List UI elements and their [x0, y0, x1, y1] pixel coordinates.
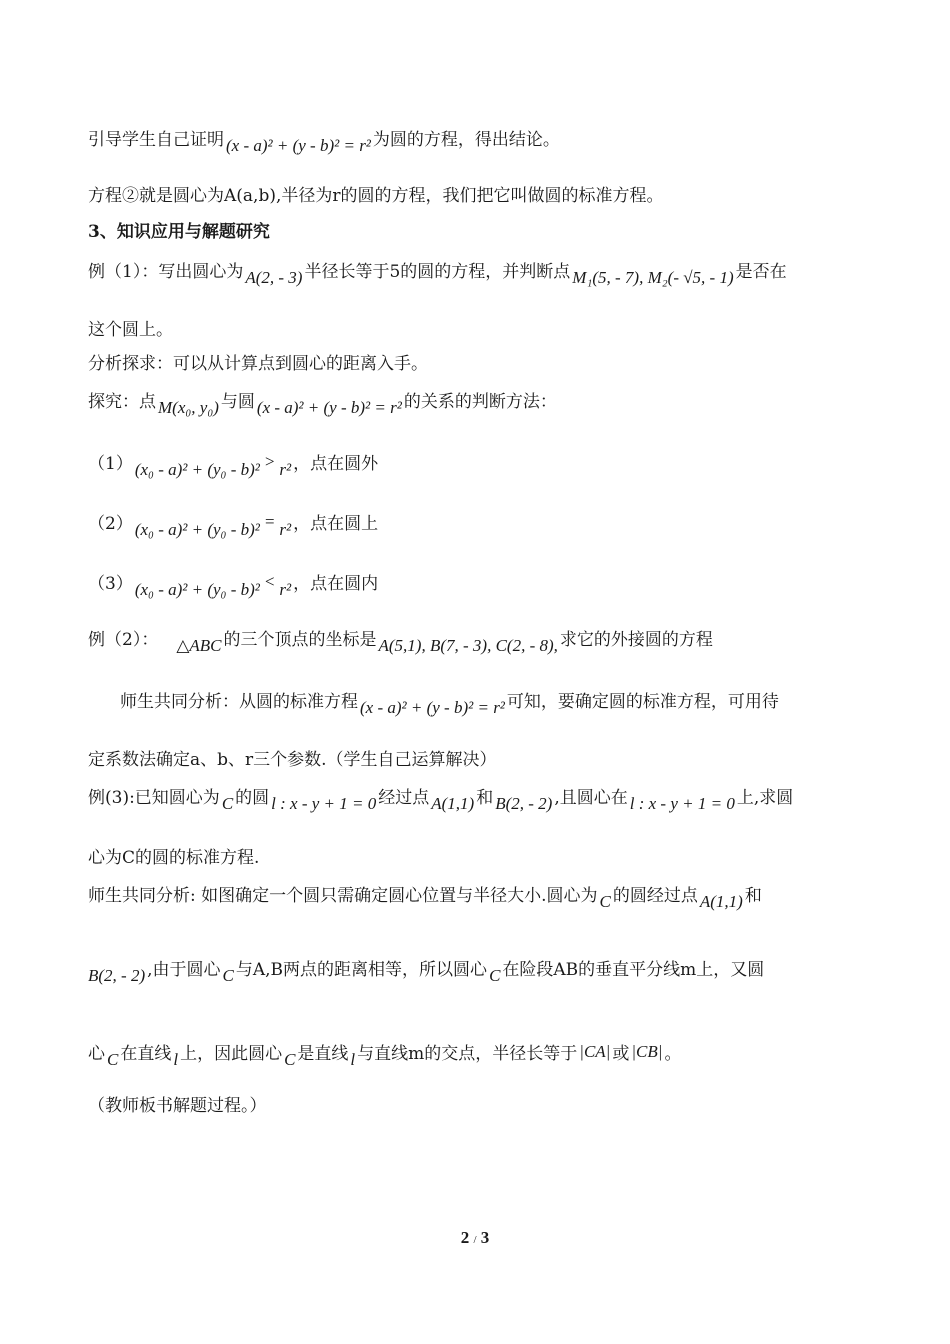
text: 例(3):已知圆心为 [88, 788, 220, 808]
text: 的圆 [235, 788, 270, 808]
math-points: M₁(5, - 7), M₂(- √5, - 1) [572, 268, 734, 287]
math-line: l [173, 1050, 179, 1069]
math-distance: |CA| [579, 1042, 611, 1061]
definition-line [88, 184, 868, 208]
text: 的圆经过点 [612, 886, 698, 906]
example-3-line [88, 786, 868, 816]
math-vertices: A(5,1), B(7, - 3), C(2, - 8), [378, 636, 558, 655]
text: 。 [664, 1044, 682, 1064]
section-heading [88, 220, 868, 244]
math-center: C [284, 1050, 296, 1069]
math-expression: (x₀ - a)² + (y₀ - b)² [134, 520, 260, 539]
text: 或 [612, 1044, 630, 1064]
text: 这个圆上。 [88, 320, 173, 340]
text: ，点在圆内 [293, 574, 379, 594]
text: 方程②就是圆心为A(a,b),半径为r的圆的方程，我们把它叫做圆的标准方程。 [88, 186, 664, 206]
text: 上，因此圆心 [180, 1044, 283, 1064]
page-separator: / [473, 1234, 477, 1246]
case-number: （2） [88, 514, 133, 534]
example-1-cont [88, 318, 868, 342]
current-page: 2 [460, 1228, 470, 1247]
heading-text: 3、知识应用与解题研究 [88, 222, 270, 242]
example-3-cont [88, 846, 868, 870]
math-operator: = [263, 512, 276, 531]
math-expression: (x₀ - a)² + (y₀ - b)² [134, 460, 260, 479]
text: 和 [476, 788, 494, 808]
text: 与直线m的交点，半径长等于 [357, 1044, 578, 1064]
math-expression: (x₀ - a)² + (y₀ - b)² [134, 580, 260, 599]
math-point: A(1,1) [431, 794, 475, 813]
text: 的关系的判断方法： [403, 392, 557, 412]
text: 求它的外接圆的方程 [559, 630, 713, 650]
math-radius: r² [279, 520, 292, 539]
text: 例（2）： [88, 630, 159, 650]
text: （教师板书解题过程。） [88, 1096, 267, 1116]
text: 半径长等于5的圆的方程，并判断点 [304, 262, 571, 282]
text: ，点在圆上 [293, 514, 379, 534]
example-1-line [88, 260, 868, 290]
math-distance: |CB| [631, 1042, 663, 1061]
text: 心 [88, 1044, 105, 1064]
math-point: A(1,1) [699, 892, 743, 911]
circle-equation: (x - a)² + (y - b)² = r² [360, 698, 505, 717]
math-point: B(2, - 2) [495, 794, 553, 813]
math-operator: < [263, 572, 276, 591]
math-center: A(2, - 3) [245, 268, 303, 287]
case-number: （1） [88, 454, 133, 474]
example-2-line [88, 628, 868, 658]
explore-line [88, 390, 868, 420]
text: 为圆的方程，得出结论。 [372, 130, 560, 150]
math-line: l [350, 1050, 356, 1069]
text: 是否在 [735, 262, 787, 282]
case-2-line [88, 510, 868, 542]
text: ,由于圆心 [147, 960, 221, 980]
circle-equation: (x - a)² + (y - b)² = r² [226, 136, 371, 155]
text: 师生共同分析: 如图确定一个圆只需确定圆心位置与半径大小.圆心为 [88, 886, 598, 906]
math-center: C [221, 794, 234, 813]
text: 在直线 [120, 1044, 172, 1064]
shared-analysis-cont [88, 748, 868, 772]
math-center: C [599, 892, 611, 911]
text: 定系数法确定a、b、r三个参数.（学生自己运算解决） [88, 750, 497, 770]
text: 的三个顶点的坐标是 [223, 630, 377, 650]
text: 上,求圆 [736, 788, 794, 808]
analysis-line [88, 352, 868, 376]
text: 探究：点 [88, 392, 156, 412]
math-point: M(x₀, y₀) [158, 398, 219, 417]
shared-analysis-line [120, 690, 900, 720]
intro-line [88, 128, 868, 158]
text: 例（1）：写出圆心为 [88, 262, 244, 282]
case-3-line [88, 570, 868, 602]
figure-analysis-line-3 [88, 1040, 868, 1072]
math-center: C [107, 1050, 119, 1069]
closing-line [88, 1094, 868, 1118]
circle-equation: (x - a)² + (y - b)² = r² [256, 398, 402, 417]
math-line: l : x - y + 1 = 0 [629, 794, 735, 813]
text: 在险段AB的垂直平分线m上，又圆 [502, 960, 765, 980]
text: 心为C的圆的标准方程. [88, 848, 260, 868]
text: 与A,B两点的距离相等，所以圆心 [235, 960, 488, 980]
text: 是直线 [297, 1044, 349, 1064]
math-radius: r² [279, 460, 292, 479]
case-number: （3） [88, 574, 133, 594]
text: ，点在圆外 [293, 454, 379, 474]
math-point: B(2, - 2) [88, 966, 146, 985]
math-triangle: △ABC [176, 636, 222, 655]
math-center: C [222, 966, 234, 985]
math-center: C [489, 966, 501, 985]
page-number [0, 1228, 950, 1248]
text: 和 [744, 886, 762, 906]
text: 分析探求：可以从计算点到圆心的距离入手。 [88, 354, 428, 374]
text: 可知，要确定圆的标准方程，可用待 [506, 692, 779, 712]
text: 师生共同分析：从圆的标准方程 [120, 692, 358, 712]
math-operator: > [263, 452, 276, 471]
text: 与圆 [220, 392, 255, 412]
figure-analysis-line-2 [88, 958, 868, 988]
case-1-line [88, 450, 868, 482]
math-radius: r² [279, 580, 292, 599]
figure-analysis-line-1 [88, 884, 868, 914]
text: ,且圆心在 [554, 788, 628, 808]
text: 经过点 [378, 788, 430, 808]
text: 引导学生自己证明 [88, 130, 224, 150]
total-pages: 3 [480, 1228, 490, 1247]
math-line: l : x - y + 1 = 0 [271, 794, 377, 813]
